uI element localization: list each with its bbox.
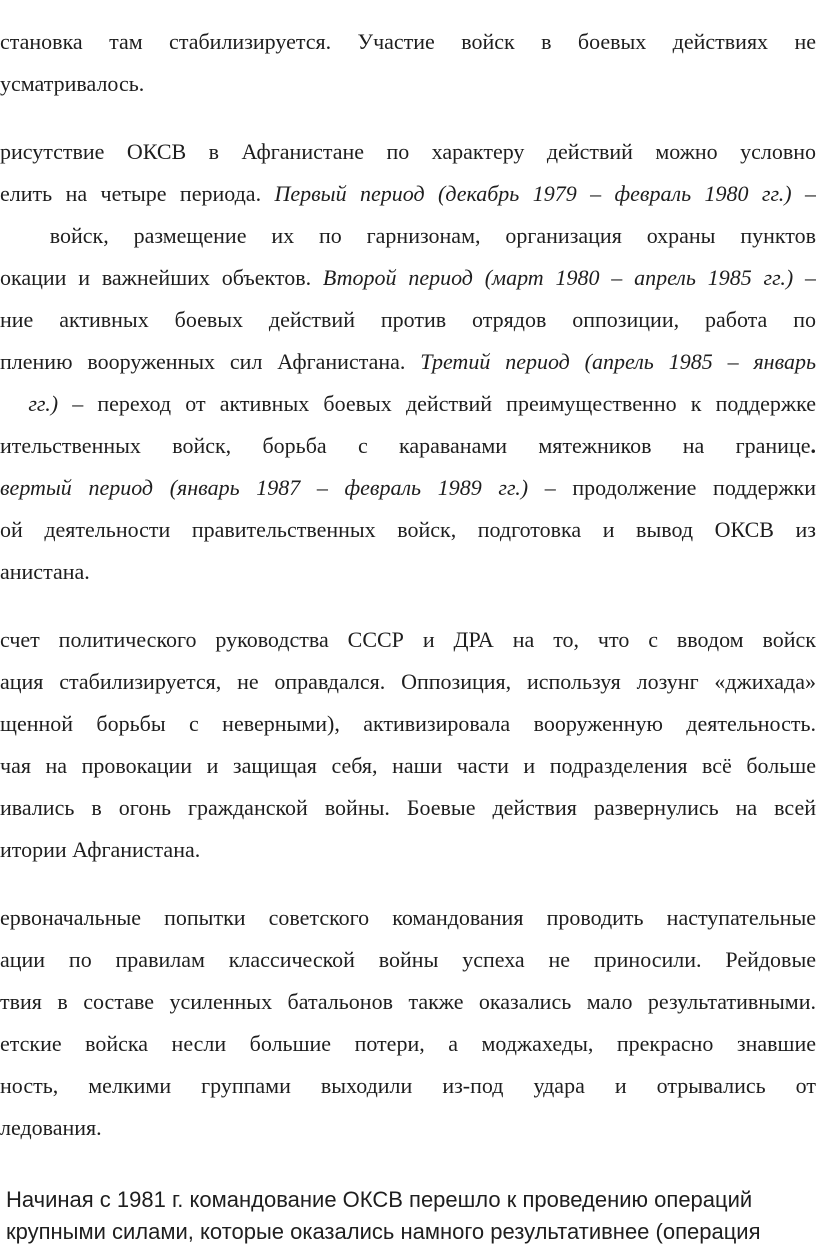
- text-span: окации и важнейших объектов.: [0, 265, 312, 290]
- text-line: ледования.: [0, 1115, 102, 1140]
- text-span: плению вооруженных сил Афганистана.: [0, 349, 406, 374]
- text-line: ность, мелкими группами выходили из-под удара и отрывались от: [0, 1073, 816, 1098]
- text-line: [0, 474, 816, 502]
- text-span: елить на четыре периода.: [0, 181, 262, 206]
- text-span: – продолжение поддержки: [544, 475, 816, 500]
- text-line: рисутствие ОКСВ в Афганистане по характеру действий можно условно: [0, 139, 816, 164]
- text-span: –: [805, 181, 816, 206]
- text-line: [0, 390, 816, 418]
- period-label: гг.): [28, 391, 59, 416]
- text-line: [0, 180, 816, 208]
- text-line: чая на провокации и защищая себя, наши части и подразделения всё больше: [0, 753, 816, 778]
- period-label: вертый период (январь 1987 – февраль 1989 гг.): [0, 475, 529, 500]
- text-line: твия в составе усиленных батальонов также оказались мало результативными.: [0, 989, 816, 1014]
- text-line: итории Афганистана.: [0, 837, 201, 862]
- text-line: ивались в огонь гражданской войны. Боевые действия развернулись на всей: [0, 795, 816, 820]
- text-line: ации по правилам классической войны успеха не приносили. Рейдовые: [0, 947, 816, 972]
- text-line: крупными силами, которые оказались намного результативнее (операция: [6, 1219, 761, 1244]
- text-line: щенной борьбы с неверными), активизировала вооруженную деятельность.: [0, 711, 816, 736]
- text-line: [0, 348, 816, 376]
- text-span: –: [805, 265, 816, 290]
- text-line: ервоначальные попытки советского командования проводить наступательные: [0, 905, 816, 930]
- text-line: ние активных боевых действий против отрядов оппозиции, работа по: [0, 307, 816, 332]
- period-label: Первый период (декабрь 1979 – февраль 1980 гг.): [274, 181, 792, 206]
- text-line: ительственных войск, борьба с караванами мятежников на границе.: [0, 433, 816, 458]
- text-line: становка там стабилизируется. Участие войск в боевых действиях не: [0, 29, 816, 54]
- text-line: ация стабилизируется, не оправдался. Оппозиция, используя лозунг «джихада»: [0, 669, 816, 694]
- text-line: счет политического руководства СССР и ДРА на то, что с вводом войск: [0, 627, 816, 652]
- text-line: етские войска несли большие потери, а моджахеды, прекрасно знавшие: [0, 1031, 816, 1056]
- period-label: Третий период (апрель 1985 – январь: [420, 349, 816, 374]
- text-line: анистана.: [0, 559, 90, 584]
- text-line: [0, 264, 816, 292]
- text-line: ой деятельности правительственных войск, подготовка и вывод ОКСВ из: [0, 517, 816, 542]
- text-span: – переход от активных боевых действий преимущественно к поддержке: [72, 391, 816, 416]
- period-label: Второй период (март 1980 – апрель 1985 гг.): [322, 265, 794, 290]
- text-line: Начиная с 1981 г. командование ОКСВ перешло к проведению операций: [6, 1187, 753, 1212]
- text-line: усматривалось.: [0, 71, 145, 96]
- text-line: войск, размещение их по гарнизонам, организация охраны пунктов: [49, 223, 816, 248]
